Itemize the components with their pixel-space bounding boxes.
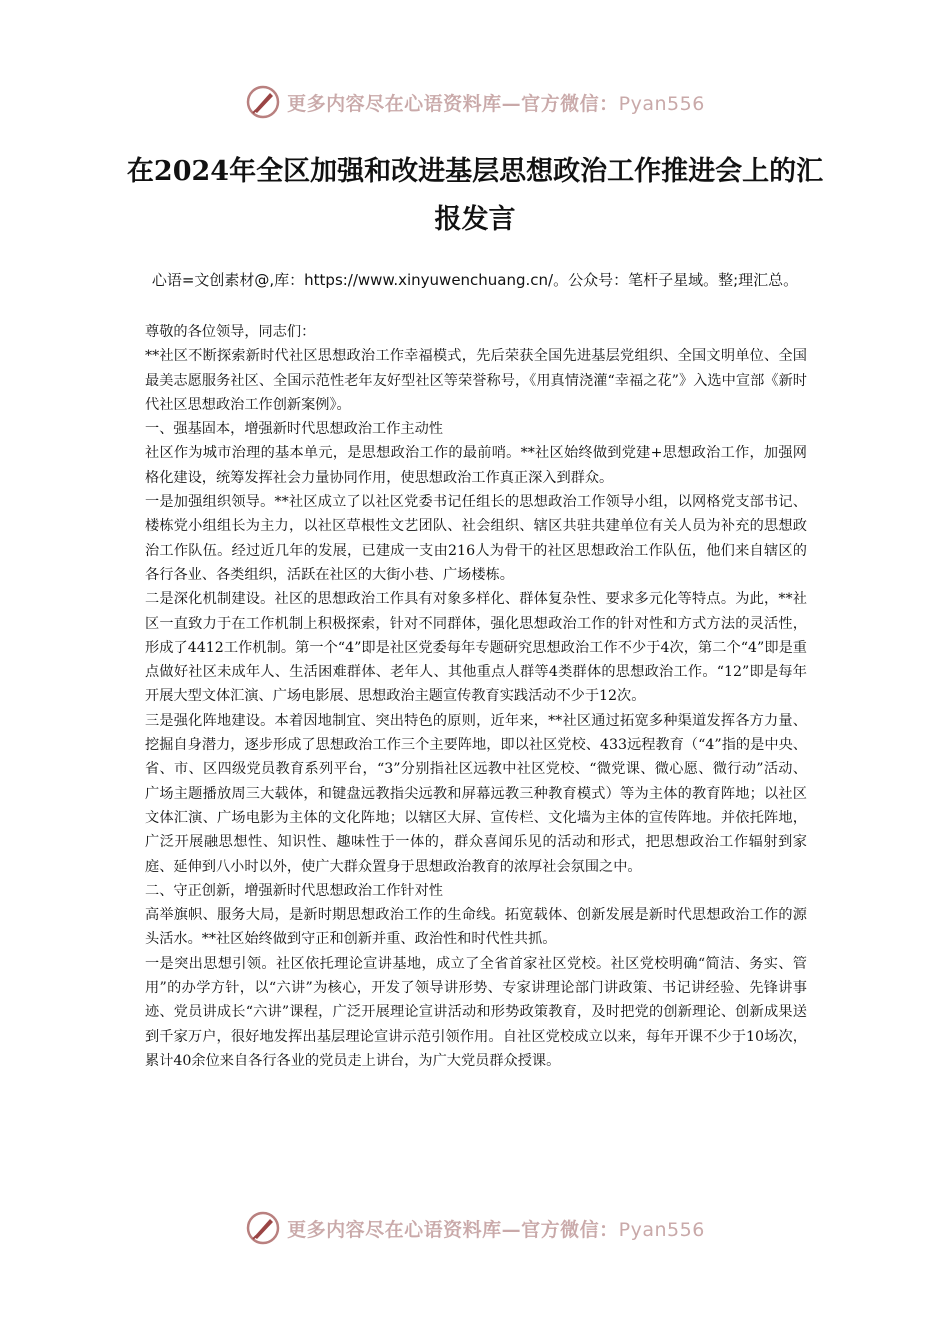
banner-wechat-id: Pyan556 [618, 1218, 705, 1241]
document-body [145, 320, 807, 1073]
paragraph: **社区不断探索新时代社区思想政治工作幸福模式，先后荣获全国先进基层党组织、全国文明单位、全国最美志愿服务社区、全国示范性老年友好型社区等荣誉称号，《用真情浇灌“幸福之花”》入选中宣部《新时代社区思想政治工作创新案例》。 [145, 348, 807, 413]
source-line: 心语=文创素材@,库：https://www.xinyuwenchuang.cn/。公众号：笔杆子星域。整;理汇总。 [151, 271, 799, 289]
bottom-watermark-banner [0, 1208, 950, 1248]
paragraph: 二是深化机制建设。社区的思想政治工作具有对象多样化、群体复杂性、要求多元化等特点。为此，**社区一直致力于在工作机制上积极探索，针对不同群体，强化思想政治工作的针对性和方式方法的灵活性，形成了4412工作机制。第一个“4”即是社区党委每年专题研究思想政治工作不少于4次，第二个“4”即是重点做好社区未成年人、生活困难群体、老年人、其他重点人群等4类群体的思想政治工作。“12”即是每年开展大型文体汇演、广场电影展、思想政治主题宣传教育实践活动不少于12次。 [145, 591, 807, 705]
paragraph: 一是突出思想引领。社区依托理论宣讲基地，成立了全省首家社区党校。社区党校明确“简洁、务实、管用”的办学方针，以“六讲”为核心，开发了领导讲形势、专家讲理论部门讲政策、书记讲经验、先锋讲事迹、党员讲成长“六讲”课程，广泛开展理论宣讲活动和形势政策教育，及时把党的创新理论、创新成果送到千家万户，很好地发挥出基层理论宣讲示范引领作用。自社区党校成立以来，每年开课不少于10场次，累计40余位来自各行各业的党员走上讲台，为广大党员群众授课。 [145, 955, 807, 1069]
banner-label: 更多内容尽在心语资料库—官方微信： [287, 1218, 619, 1241]
section-heading: 一、强基固本，增强新时代思想政治工作主动性 [145, 421, 443, 438]
paragraph: 社区作为城市治理的基本单元，是思想政治工作的最前哨。**社区始终做到党建+思想政治工作，加强网格化建设，统筹发挥社会力量协同作用，使思想政治工作真正深入到群众。 [145, 445, 807, 486]
quill-pen-logo-icon [245, 84, 281, 120]
banner-text [287, 1215, 705, 1242]
paragraph: 三是强化阵地建设。本着因地制宜、突出特色的原则，近年来，**社区通过拓宽多种渠道发挥各方力量、挖掘自身潜力，逐步形成了思想政治工作三个主要阵地，即以社区党校、433远程教育（“4”指的是中央、省、市、区四级党员教育系列平台，“3”分别指社区远教中社区党校、“微党课、微心愿、微行动”活动、广场主题播放周三大载体，和键盘远教指尖远教和屏幕远教三种教育模式）等为主体的教育阵地；以社区文体汇演、广场电影为主体的文化阵地；以辖区大屏、宣传栏、文化墙为主体的宣传阵地。并依托阵地，广泛开展融思想性、知识性、趣味性于一体的，群众喜闻乐见的活动和形式，把思想政治工作辐射到家庭、延伸到八小时以外，使广大群众置身于思想政治教育的浓厚社会氛围之中。 [145, 712, 807, 875]
section-heading: 二、守正创新，增强新时代思想政治工作针对性 [145, 882, 443, 899]
banner-label: 更多内容尽在心语资料库—官方微信： [287, 92, 619, 115]
top-watermark-banner [0, 82, 950, 122]
quill-pen-logo-icon [245, 1210, 281, 1246]
paragraph: 尊敬的各位领导，同志们： [145, 324, 316, 340]
banner-text [287, 89, 705, 116]
paragraph: 高举旗帜、服务大局，是新时期思想政治工作的生命线。拓宽载体、创新发展是新时代思想政治工作的源头活水。**社区始终做到守正和创新并重、政治性和时代性共抓。 [145, 907, 807, 948]
banner-wechat-id: Pyan556 [618, 92, 705, 115]
document-title: 在2024年全区加强和改进基层思想政治工作推进会上的汇报发言 [126, 156, 824, 235]
paragraph: 一是加强组织领导。**社区成立了以社区党委书记任组长的思想政治工作领导小组，以网格党支部书记、楼栋党小组组长为主力，以社区草根性文艺团队、社会组织、辖区共驻共建单位有关人员为补充的思想政治工作队伍。经过近几年的发展，已建成一支由216人为骨干的社区思想政治工作队伍，他们来自辖区的各行各业、各类组织，活跃在社区的大街小巷、广场楼栋。 [145, 494, 807, 583]
